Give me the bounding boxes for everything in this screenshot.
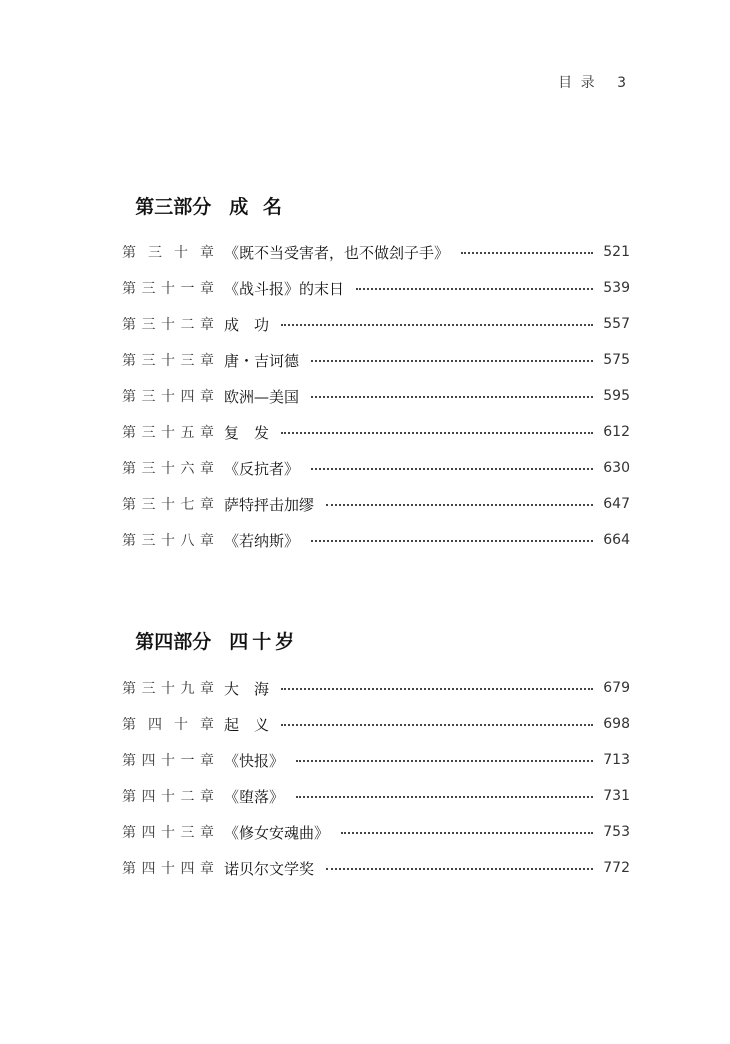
- dot-leader: [311, 396, 593, 398]
- chapter-number: [122, 822, 214, 842]
- chapter-number-char: 四: [141, 825, 156, 841]
- chapter-number: [122, 350, 214, 370]
- chapter-title: 欧洲—美国: [224, 387, 300, 406]
- chapter-title: 《既不当受害者，也不做刽子手》: [224, 243, 450, 262]
- part-heading-4: [122, 605, 298, 654]
- chapter-number-char: 十: [161, 825, 175, 841]
- chapter-number-char: 第: [122, 681, 136, 697]
- page-ref: 612: [603, 424, 630, 440]
- chapter-number: [122, 494, 214, 514]
- chapter-number-char: 四: [141, 861, 156, 877]
- toc-entry[interactable]: [122, 522, 630, 558]
- chapter-number: [122, 714, 214, 734]
- toc-entry[interactable]: [122, 414, 630, 450]
- chapter-number-char: 三: [148, 245, 162, 261]
- chapter-number-char: 三: [141, 533, 156, 549]
- chapter-number-char: 三: [141, 317, 156, 333]
- chapter-title: 成 功: [224, 315, 270, 334]
- toc-entry[interactable]: [122, 306, 630, 342]
- page-ref: 595: [603, 388, 630, 404]
- chapter-number: [122, 750, 214, 770]
- chapter-number-char: 四: [180, 861, 195, 877]
- toc-entry[interactable]: [122, 850, 630, 886]
- chapter-number-char: 三: [141, 681, 156, 697]
- dot-leader: [356, 288, 593, 290]
- dot-leader: [311, 360, 593, 362]
- chapter-number-char: 第: [122, 861, 136, 877]
- chapter-number-char: 八: [180, 533, 195, 549]
- page-ref: 713: [603, 752, 630, 768]
- chapter-number-char: 章: [200, 245, 214, 261]
- chapter-title: 唐・吉诃德: [224, 351, 300, 370]
- chapter-number-char: 十: [161, 389, 175, 405]
- page-ref: 731: [603, 788, 630, 804]
- chapter-number-char: 三: [180, 353, 195, 369]
- chapter-title: 《战斗报》的末日: [224, 279, 345, 298]
- chapter-number-char: 九: [180, 681, 195, 697]
- chapter-number-char: 二: [180, 789, 195, 805]
- chapter-number-char: 七: [180, 497, 195, 513]
- dot-leader: [296, 760, 593, 762]
- toc-entry[interactable]: [122, 670, 630, 706]
- chapter-number-char: 第: [122, 753, 136, 769]
- chapter-number: [122, 858, 214, 878]
- chapter-number-char: 三: [141, 281, 156, 297]
- toc-entry[interactable]: [122, 234, 630, 270]
- chapter-number-char: 十: [161, 425, 175, 441]
- chapter-number-char: 四: [141, 753, 156, 769]
- chapter-number-char: 章: [200, 861, 214, 877]
- page-ref: 575: [603, 352, 630, 368]
- chapter-number-char: 十: [161, 281, 175, 297]
- chapter-number-char: 章: [200, 461, 214, 477]
- chapter-number-char: 章: [200, 317, 214, 333]
- toc-list-part-4: [122, 670, 630, 886]
- chapter-number-char: 第: [122, 353, 136, 369]
- chapter-number: [122, 278, 214, 298]
- page-ref: 521: [603, 244, 630, 260]
- chapter-number-char: 十: [161, 353, 175, 369]
- page-number: 3: [617, 75, 628, 91]
- toc-entry[interactable]: [122, 450, 630, 486]
- chapter-number-char: 章: [200, 389, 214, 405]
- dot-leader: [281, 324, 593, 326]
- chapter-number-char: 章: [200, 281, 214, 297]
- chapter-number-char: 十: [161, 461, 175, 477]
- toc-entry[interactable]: [122, 706, 630, 742]
- chapter-title: 《堕落》: [224, 787, 285, 806]
- chapter-title: 《若纳斯》: [224, 531, 300, 550]
- chapter-number-char: 十: [161, 533, 175, 549]
- chapter-number-char: 第: [122, 533, 136, 549]
- toc-entry[interactable]: [122, 378, 630, 414]
- chapter-number-char: 四: [141, 789, 156, 805]
- chapter-number: [122, 458, 214, 478]
- part-label: 第四部分: [135, 631, 212, 653]
- part-label: 第三部分: [135, 196, 212, 218]
- running-header-label: 目 录: [558, 75, 597, 91]
- chapter-number-char: 十: [161, 497, 175, 513]
- chapter-number-char: 三: [141, 461, 156, 477]
- chapter-number: [122, 386, 214, 406]
- chapter-number-char: 十: [161, 789, 175, 805]
- chapter-number: [122, 314, 214, 334]
- chapter-number-char: 一: [180, 753, 195, 769]
- page-ref: 698: [603, 716, 630, 732]
- chapter-title: 萨特抨击加缪: [224, 495, 315, 514]
- chapter-number-char: 第: [122, 717, 136, 733]
- dot-leader: [311, 468, 593, 470]
- chapter-number-char: 十: [161, 753, 175, 769]
- chapter-title: 大 海: [224, 679, 270, 698]
- chapter-title: 复 发: [224, 423, 270, 442]
- chapter-title: 《反抗者》: [224, 459, 300, 478]
- chapter-number-char: 章: [200, 425, 214, 441]
- chapter-number-char: 十: [174, 245, 188, 261]
- chapter-title: 起 义: [224, 715, 270, 734]
- toc-entry[interactable]: [122, 742, 630, 778]
- chapter-number-char: 章: [200, 717, 214, 733]
- toc-entry[interactable]: [122, 778, 630, 814]
- toc-entry[interactable]: [122, 486, 630, 522]
- dot-leader: [296, 796, 593, 798]
- chapter-number-char: 十: [174, 717, 188, 733]
- chapter-number-char: 章: [200, 353, 214, 369]
- chapter-number-char: 二: [180, 317, 195, 333]
- dot-leader: [326, 868, 593, 870]
- chapter-number-char: 六: [180, 461, 195, 477]
- chapter-number-char: 第: [122, 281, 136, 297]
- chapter-number-char: 第: [122, 317, 136, 333]
- chapter-number-char: 第: [122, 461, 136, 477]
- chapter-number-char: 第: [122, 825, 136, 841]
- dot-leader: [311, 540, 593, 542]
- part-title: 四十岁: [229, 631, 299, 653]
- chapter-number-char: 章: [200, 497, 214, 513]
- chapter-number-char: 四: [148, 717, 162, 733]
- chapter-number-char: 十: [161, 317, 175, 333]
- chapter-number-char: 章: [200, 753, 214, 769]
- part-title: 成 名: [229, 196, 286, 218]
- page-ref: 647: [603, 496, 630, 512]
- toc-list-part-3: [122, 234, 630, 558]
- chapter-number-char: 第: [122, 497, 136, 513]
- chapter-number-char: 五: [180, 425, 195, 441]
- chapter-number-char: 章: [200, 789, 214, 805]
- dot-leader: [341, 832, 593, 834]
- chapter-number-char: 三: [141, 389, 156, 405]
- toc-entry[interactable]: [122, 814, 630, 850]
- dot-leader: [281, 688, 593, 690]
- page-ref: 630: [603, 460, 630, 476]
- chapter-number-char: 三: [141, 497, 156, 513]
- page-ref: 679: [603, 680, 630, 696]
- chapter-number-char: 三: [141, 353, 156, 369]
- chapter-number-char: 第: [122, 425, 136, 441]
- toc-entry[interactable]: [122, 342, 630, 378]
- chapter-number-char: 三: [180, 825, 195, 841]
- chapter-title: 《修女安魂曲》: [224, 823, 330, 842]
- chapter-number-char: 十: [161, 861, 175, 877]
- chapter-number-char: 十: [161, 681, 175, 697]
- running-header: [558, 72, 628, 92]
- page-ref: 557: [603, 316, 630, 332]
- chapter-number-char: 一: [180, 281, 195, 297]
- dot-leader: [281, 724, 593, 726]
- dot-leader: [281, 432, 593, 434]
- chapter-title: 诺贝尔文学奖: [224, 859, 315, 878]
- chapter-number-char: 三: [141, 425, 156, 441]
- chapter-number-char: 章: [200, 533, 214, 549]
- chapter-number-char: 第: [122, 245, 136, 261]
- toc-entry[interactable]: [122, 270, 630, 306]
- page-ref: 772: [603, 860, 630, 876]
- dot-leader: [326, 504, 593, 506]
- chapter-number-char: 第: [122, 389, 136, 405]
- page-ref: 753: [603, 824, 630, 840]
- chapter-number: [122, 242, 214, 262]
- chapter-title: 《快报》: [224, 751, 285, 770]
- page-ref: 539: [603, 280, 630, 296]
- chapter-number-char: 四: [180, 389, 195, 405]
- chapter-number-char: 第: [122, 789, 136, 805]
- chapter-number-char: 章: [200, 825, 214, 841]
- chapter-number: [122, 678, 214, 698]
- dot-leader: [461, 252, 593, 254]
- chapter-number: [122, 422, 214, 442]
- page-ref: 664: [603, 532, 630, 548]
- chapter-number-char: 章: [200, 681, 214, 697]
- chapter-number: [122, 530, 214, 550]
- chapter-number: [122, 786, 214, 806]
- part-heading-3: [122, 170, 286, 219]
